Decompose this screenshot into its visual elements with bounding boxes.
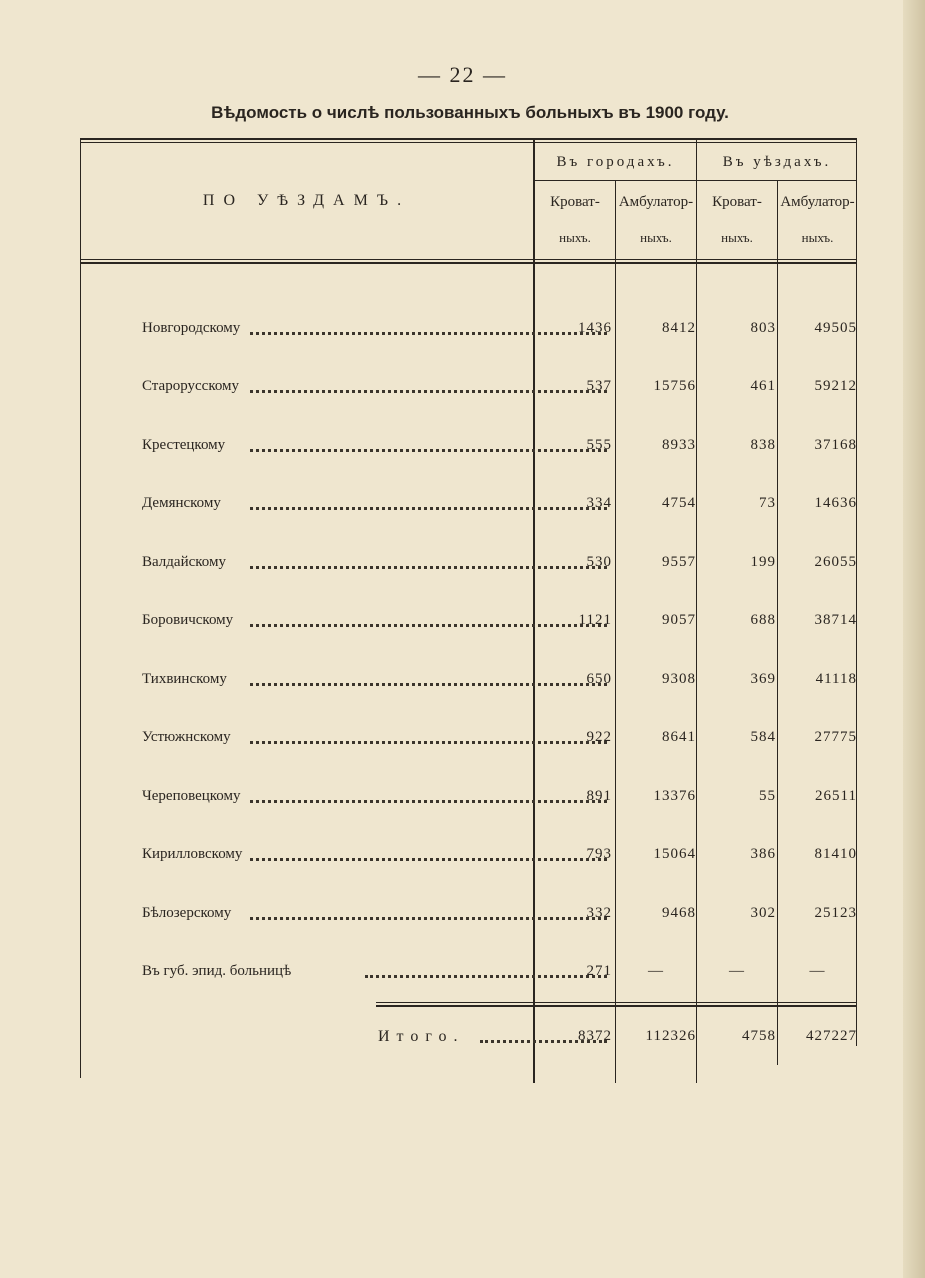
cell-dist-beds: 461 (750, 378, 776, 394)
column-divider-region (533, 138, 535, 1083)
cell-city-beds: 650 (586, 671, 612, 687)
total-dist-beds: 4758 (742, 1028, 776, 1044)
cell-city-amb: 8412 (662, 320, 696, 336)
row-name: Старорусскому (142, 378, 240, 394)
header-dist-amb-line1: Амбулатор- (780, 194, 855, 210)
cell-city-amb: 9468 (662, 905, 696, 921)
cell-dist-beds: 386 (750, 846, 776, 862)
row-name: Демянскому (142, 495, 221, 511)
total-rule (376, 1002, 857, 1003)
header-group-districts: Въ уѣздахъ. (722, 154, 832, 170)
cell-city-amb: 9308 (662, 671, 696, 687)
row-name: Боровичскому (142, 612, 234, 628)
cell-city-beds: 891 (586, 788, 612, 804)
header-city-amb-line2: ныхъ. (640, 230, 672, 245)
cell-dist-amb: — (809, 963, 826, 979)
cell-dist-beds: 584 (750, 729, 776, 745)
row-name: Въ губ. эпид. больницѣ (142, 963, 292, 979)
cell-dist-amb: 27775 (814, 729, 857, 745)
cell-city-beds: 555 (586, 437, 612, 453)
cell-dist-amb: 26055 (814, 554, 857, 570)
cell-city-amb: 15756 (653, 378, 696, 394)
row-name: Устюжнскому (142, 729, 231, 745)
cell-dist-amb: 41118 (815, 671, 857, 687)
cell-city-amb: 8933 (662, 437, 696, 453)
cell-city-beds: 271 (586, 963, 612, 979)
table-row (80, 963, 857, 987)
page-title: Вѣдомость о числѣ пользованныхъ больныхъ въ 1900 году. (211, 103, 729, 122)
row-name: Череповецкому (142, 788, 241, 804)
table-top-rule (80, 138, 857, 140)
header-group-cities: Въ городахъ. (556, 154, 675, 170)
row-name: Тихвинскому (142, 671, 227, 687)
total-dist-amb: 427227 (806, 1028, 857, 1044)
cell-dist-amb: 81410 (814, 846, 857, 862)
page-number: — 22 — (418, 62, 507, 87)
cell-city-amb: 8641 (662, 729, 696, 745)
table-left-border (80, 138, 81, 1078)
row-name: Новгородскому (142, 320, 241, 336)
cell-city-beds: 1436 (578, 320, 612, 336)
cell-city-beds: 537 (586, 378, 612, 394)
cell-dist-amb: 37168 (814, 437, 857, 453)
cell-dist-beds: 302 (750, 905, 776, 921)
cell-dist-beds: 688 (750, 612, 776, 628)
cell-dist-beds: 838 (750, 437, 776, 453)
total-label: Итого. (378, 1028, 465, 1045)
cell-dist-amb: 14636 (814, 495, 857, 511)
header-dist-amb-line2: ныхъ. (801, 230, 834, 245)
cell-dist-beds: 199 (750, 554, 776, 570)
header-dist-beds-line2: ныхъ. (721, 230, 753, 245)
cell-city-amb: 9057 (662, 612, 696, 628)
table-row (80, 671, 857, 695)
total-city-amb: 112326 (645, 1028, 696, 1044)
cell-city-beds: 334 (586, 495, 612, 511)
statistics-table (80, 138, 857, 1078)
header-city-beds-line1: Кроват- (550, 194, 600, 210)
cell-dist-beds: 803 (750, 320, 776, 336)
column-divider-2 (696, 138, 697, 1083)
cell-dist-amb: 26511 (815, 788, 857, 804)
table-row (80, 612, 857, 636)
total-city-beds: 8372 (578, 1028, 612, 1044)
total-row (80, 1028, 857, 1052)
header-bottom-rule (80, 259, 857, 260)
cell-city-beds: 1121 (578, 612, 612, 628)
row-name: Кирилловскому (142, 846, 243, 862)
table-row (80, 554, 857, 578)
cell-city-beds: 332 (586, 905, 612, 921)
table-row (80, 378, 857, 402)
header-region-label: ПО УѢЗДАМЪ. (202, 192, 411, 209)
table-row (80, 905, 857, 929)
table-row (80, 788, 857, 812)
table-row (80, 437, 857, 461)
cell-city-amb: 4754 (662, 495, 696, 511)
header-city-beds-line2: ныхъ. (559, 230, 591, 245)
table-row (80, 729, 857, 753)
cell-city-amb: 9557 (662, 554, 696, 570)
cell-dist-beds: 369 (750, 671, 776, 687)
cell-dist-beds: 55 (759, 788, 776, 804)
table-row (80, 846, 857, 870)
cell-city-amb: 15064 (653, 846, 696, 862)
cell-city-beds: 922 (586, 729, 612, 745)
cell-city-amb: — (648, 963, 664, 979)
cell-city-beds: 530 (586, 554, 612, 570)
table-row (80, 495, 857, 519)
cell-dist-beds: 73 (759, 495, 776, 511)
row-name: Крестецкому (142, 437, 226, 453)
page-edge (903, 0, 925, 1278)
row-name: Валдайскому (142, 554, 226, 570)
cell-dist-amb: 49505 (814, 320, 857, 336)
header-bottom-rule-inner (80, 262, 857, 264)
header-dist-beds-line1: Кроват- (712, 194, 762, 210)
cell-dist-amb: 25123 (814, 905, 857, 921)
table-top-rule-inner (80, 142, 857, 143)
total-rule-inner (376, 1005, 857, 1007)
cell-dist-amb: 59212 (814, 378, 857, 394)
cell-dist-beds: — (729, 963, 745, 979)
table-row (80, 320, 857, 344)
header-city-amb-line1: Амбулатор- (618, 194, 694, 210)
row-name: Бѣлозерскому (142, 905, 232, 921)
cell-city-beds: 793 (586, 846, 612, 862)
cell-dist-amb: 38714 (814, 612, 857, 628)
cell-city-amb: 13376 (653, 788, 696, 804)
